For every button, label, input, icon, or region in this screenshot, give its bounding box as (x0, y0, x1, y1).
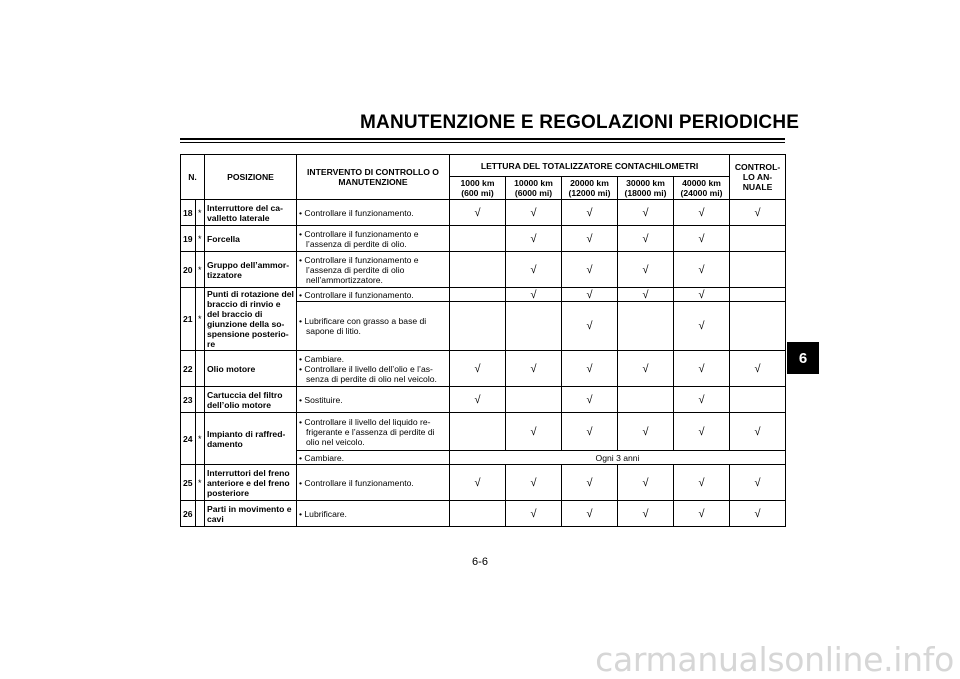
check-cell: √ (562, 252, 618, 288)
check-cell: √ (562, 302, 618, 351)
check-cell (730, 252, 786, 288)
row-position: Forcella (205, 226, 297, 252)
check-cell: √ (674, 226, 730, 252)
check-cell: √ (506, 252, 562, 288)
check-cell: √ (674, 465, 730, 501)
row-work (297, 351, 450, 387)
row-work (297, 465, 450, 501)
row-work (297, 302, 450, 351)
check-cell: √ (618, 288, 674, 302)
check-cell (506, 302, 562, 351)
check-cell: √ (562, 501, 618, 527)
check-cell: √ (562, 465, 618, 501)
star-mark: * (196, 288, 205, 351)
km-label: 10000 km (514, 178, 553, 188)
col-header-intervento: INTERVENTO DI CONTROLLO O MANUTENZIONE (297, 155, 450, 200)
star-mark: * (196, 226, 205, 252)
check-cell: √ (506, 465, 562, 501)
row-position: Interruttore del ca-valletto laterale (205, 200, 297, 226)
col-header-km-1 (450, 177, 506, 200)
check-cell: √ (730, 501, 786, 527)
work-item: • Controllare il funzionamento. (299, 289, 414, 300)
title-rule (180, 138, 785, 140)
check-cell (730, 302, 786, 351)
row-number: 26 (181, 501, 196, 527)
row-number: 20 (181, 252, 196, 288)
table-row (181, 387, 786, 413)
check-cell: √ (506, 288, 562, 302)
work-item: • Lubrificare con grasso a base di sapone di litio. (299, 316, 427, 337)
check-cell: √ (506, 200, 562, 226)
interval-note: Ogni 3 anni (450, 451, 786, 465)
km-label: 30000 km (626, 178, 665, 188)
check-cell: √ (562, 226, 618, 252)
table-row (181, 288, 786, 302)
check-cell (450, 501, 506, 527)
col-header-km-2 (506, 177, 562, 200)
table-row (181, 252, 786, 288)
check-cell (506, 387, 562, 413)
page-number: 6-6 (472, 556, 488, 568)
star-mark: * (196, 252, 205, 288)
check-cell: √ (450, 387, 506, 413)
row-number: 22 (181, 351, 196, 387)
check-cell (618, 387, 674, 413)
check-cell: √ (618, 465, 674, 501)
row-number: 24 (181, 413, 196, 465)
row-work (297, 387, 450, 413)
work-item: • Cambiare. (299, 452, 345, 463)
check-cell: √ (562, 351, 618, 387)
table-row (181, 501, 786, 527)
check-cell: √ (562, 413, 618, 451)
check-cell: √ (618, 351, 674, 387)
star-mark (196, 387, 205, 413)
check-cell (450, 252, 506, 288)
work-item: • Sostituire. (299, 394, 343, 405)
check-cell (730, 226, 786, 252)
page-title: MANUTENZIONE E REGOLAZIONI PERIODICHE (360, 112, 800, 133)
col-header-km-5 (674, 177, 730, 200)
table-row (181, 465, 786, 501)
col-header-n: N. (181, 155, 205, 200)
check-cell: √ (450, 351, 506, 387)
row-position: Impianto di raffred-damento (205, 413, 297, 465)
row-work (297, 252, 450, 288)
table-row (181, 200, 786, 226)
maintenance-table (180, 154, 786, 527)
row-position: Olio motore (205, 351, 297, 387)
row-position: Punti di rotazione del braccio di rinvio e del braccio di giunzione della so-spensione posterio-re (205, 288, 297, 351)
row-number: 25 (181, 465, 196, 501)
check-cell (730, 288, 786, 302)
check-cell: √ (674, 501, 730, 527)
star-mark: * (196, 465, 205, 501)
km-label: 40000 km (682, 178, 721, 188)
check-cell: √ (450, 465, 506, 501)
row-work (297, 200, 450, 226)
col-header-km-4 (618, 177, 674, 200)
check-cell: √ (562, 387, 618, 413)
check-cell: √ (730, 200, 786, 226)
mi-label: (6000 mi) (514, 188, 553, 198)
check-cell (450, 413, 506, 451)
check-cell (450, 226, 506, 252)
check-cell: √ (674, 387, 730, 413)
check-cell: √ (562, 288, 618, 302)
check-cell: √ (618, 413, 674, 451)
work-item: • Controllare il livello dell’olio e l’as-senza di perdite di olio nel veicolo. (299, 363, 437, 384)
star-mark: * (196, 200, 205, 226)
table-row (181, 351, 786, 387)
check-cell: √ (506, 226, 562, 252)
row-work (297, 501, 450, 527)
table-row (181, 413, 786, 451)
mi-label: (18000 mi) (624, 188, 667, 198)
mi-label: (24000 mi) (680, 188, 723, 198)
row-work (297, 413, 450, 451)
check-cell: √ (506, 501, 562, 527)
check-cell (618, 302, 674, 351)
check-cell (450, 302, 506, 351)
check-cell: √ (506, 351, 562, 387)
row-work (297, 451, 450, 465)
check-cell: √ (450, 200, 506, 226)
work-item: • Controllare il funzionamento. (299, 477, 414, 488)
check-cell: √ (674, 413, 730, 451)
check-cell: √ (506, 413, 562, 451)
row-work (297, 288, 450, 302)
star-mark (196, 501, 205, 527)
row-number: 18 (181, 200, 196, 226)
check-cell: √ (730, 413, 786, 451)
star-mark (196, 351, 205, 387)
row-number: 21 (181, 288, 196, 351)
table-row (181, 226, 786, 252)
km-label: 1000 km (460, 178, 495, 188)
col-header-lettura: LETTURA DEL TOTALIZZATORE CONTACHILOMETRI (450, 155, 730, 177)
check-cell: √ (674, 200, 730, 226)
col-header-posizione: POSIZIONE (205, 155, 297, 200)
work-item: • Controllare il funzionamento. (299, 207, 414, 218)
work-item: • Cambiare. (299, 353, 345, 364)
star-mark: * (196, 413, 205, 465)
check-cell: √ (674, 252, 730, 288)
work-item: • Lubrificare. (299, 508, 347, 519)
row-position: Parti in movimento e cavi (205, 501, 297, 527)
row-number: 19 (181, 226, 196, 252)
work-item: • Controllare il funzionamento e l’assenza di perdite di olio nell’ammortizzatore. (299, 254, 419, 285)
check-cell: √ (674, 302, 730, 351)
check-cell: √ (618, 200, 674, 226)
row-number: 23 (181, 387, 196, 413)
work-item: • Controllare il funzionamento e l’assenza di perdite di olio. (299, 228, 419, 249)
check-cell (730, 387, 786, 413)
col-header-km-3 (562, 177, 618, 200)
check-cell: √ (618, 226, 674, 252)
check-cell: √ (618, 501, 674, 527)
watermark: carmanualsonline.info (595, 640, 954, 679)
col-header-controllo-annuale: CONTROL-LO AN-NUALE (730, 155, 786, 200)
work-item: • Controllare il livello del liquido re-frigerante e l’assenza di perdite di olio nel veicolo. (299, 416, 435, 447)
check-cell: √ (730, 465, 786, 501)
check-cell (450, 288, 506, 302)
mi-label: (12000 mi) (568, 188, 611, 198)
row-position: Cartuccia del filtro dell’olio motore (205, 387, 297, 413)
chapter-tab[interactable]: 6 (787, 342, 819, 374)
row-position: Interruttori del freno anteriore e del freno posteriore (205, 465, 297, 501)
mi-label: (600 mi) (461, 188, 494, 198)
check-cell: √ (674, 288, 730, 302)
check-cell: √ (618, 252, 674, 288)
check-cell: √ (730, 351, 786, 387)
title-rule-secondary (180, 142, 785, 143)
row-position: Gruppo dell’ammor-tizzatore (205, 252, 297, 288)
check-cell: √ (562, 200, 618, 226)
km-label: 20000 km (570, 178, 609, 188)
row-work (297, 226, 450, 252)
check-cell: √ (674, 351, 730, 387)
